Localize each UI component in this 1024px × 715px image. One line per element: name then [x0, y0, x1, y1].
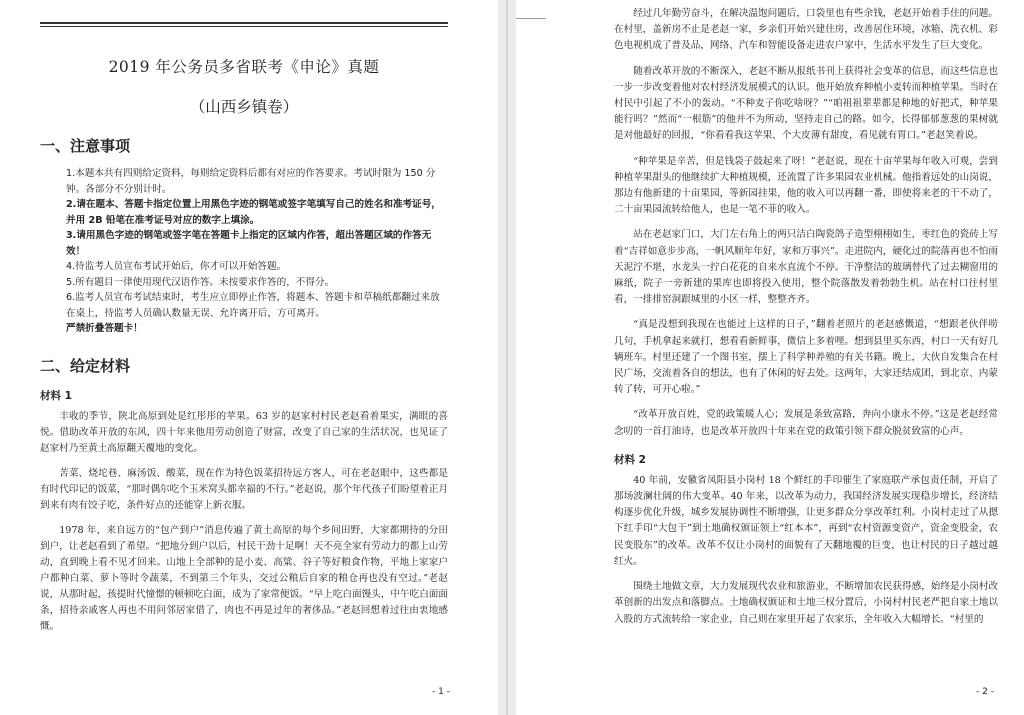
paragraph: “种苹果是辛苦，但是钱袋子鼓起来了呀！”老赵说，现在十亩苹果每年收入可观，尝到种植苹果甜头的他继续扩大种植规模，还流置了许多果园农业机械。他指着远处的山岗说，那边有他新建的十亩果园，等新园挂果，他的收入可以再翻一番，即使将来老的干不动了，二十亩果园流转给他人，也是一笔不菲的收入。 [614, 155, 998, 216]
notice-item: 6.监考人员宣布考试结束时，考生应立即停止作答，将题本、答题卡和草稿纸都翻过来放在桌上，待监考人员确认数量无误、允许离开后，方可离开。 [66, 292, 440, 319]
notice-item: 3.请用黑色字迹的钢笔或签字笔在答题卡上指定的区域内作答，超出答题区域的作答无效！ [66, 230, 432, 257]
material-2-heading: 材料 2 [614, 453, 646, 466]
material-1-heading: 材料 1 [40, 389, 72, 402]
notice-item: 严禁折叠答题卡！ [66, 323, 143, 334]
notice-list [40, 166, 448, 337]
notice-item: 5.所有题目一律使用现代汉语作答。未按要求作答的，不得分。 [66, 276, 335, 288]
paragraph: 随着改革开放的不断深入，老赵不断从报纸书刊上获得社会变革的信息，而这些信息也一步一步改变着他对农村经济发展模式的认识。他开始放弃种植小麦转而种植苹果。当时在村民中引起了不小的轰动。“不种麦子你吃啥呀？”“咱祖祖辈辈都是种地的好把式，种苹果能行吗？”然而“一根筋”的他并不为所动，坚持走自己的路。如今，长得郁郁葱葱的果树就是对他最好的回报，“你看看我这苹果，个大皮薄有甜度，看见就有胃口。”老赵笑着说。 [614, 65, 998, 142]
paragraph: 围绕土地做文章，大力发展现代农业和旅游业，不断增加农民获得感，始终是小岗村改革创新的出发点和落脚点。土地确权颁证和土地三权分置后，小岗村村民老严把自家土地以入股的方式流转给一家企业，自己则在家里开起了农家乐，全年收入大幅增长。“村里的 [614, 581, 998, 625]
paragraph: 苦菜、烧坨巷、麻汤饭、酸菜，现在作为特色饭菜招待远方客人，可在老赵眼中，这些都是有时代印记的饭菜，“那时偶尔吃个玉米窝头都幸福的不行。”老赵说，那个年代孩子们盼望着正月到来有肉有饺子吃，条件好点的还能穿上新衣服。 [40, 467, 448, 511]
top-rule [516, 18, 546, 19]
paragraph: 经过几年勤劳奋斗，在解决温饱问题后，口袋里也有些余钱，老赵开始着手住的问题。在村里，盖新房不止是老赵一家，乡亲们开始兴建住房，改善居住环境，冰箱、洗衣机、彩色电视机成了普及品，网络、汽车和智能设备走进农户家中，生活水平发生了巨大变化。 [614, 8, 998, 52]
page-1 [0, 0, 498, 715]
paragraph: “改革开放百姓，党的政策暖人心；发展是条致富路，奔向小康永不停。”这是老赵经常念叨的一首打油诗，也是改革开放四十年来在党的政策引领下群众脱贫致富的心声。 [614, 409, 998, 437]
paragraph: “真是没想到我现在也能过上这样的日子，”翻着老照片的老赵感慨道，“想跟老伙伴唠几句，手机拿起来就打，想看看新鲜事，微信上多着哩。想到县里买东西，村口一天有好几辆班车。村里还建了一个图书室，摆上了科学种养殖的有关书籍。晚上，大伙自发集合在村民广场，交流着各自的想法，也有了休闲的好去处。这两年，大家还结成团，到北京、内蒙转了转，可开心啦。” [614, 319, 998, 396]
paragraph: 站在老赵家门口，大门左右角上的两只洁白陶瓷鸽子造型栩栩如生，枣红色的瓷砖上写着“吉祥如意步步高，一帆风顺年年好，家和万事兴”。走进院内，硬化过的院落再也不怕雨天泥泞不堪，水龙头一拧白花花的自来水直流个不停。干净整洁的玻璃替代了过去糊窗用的麻纸，院子一旁新建的果库也即将投入使用，整个院落散发着勃勃生机。站在村口往村里看，一排排窑洞跟城里的小区一样，整整齐齐。 [614, 229, 998, 306]
section-notice-heading: 一、注意事项 [40, 137, 131, 155]
paragraph: 丰收的季节，陕北高原到处是红彤彤的苹果。63 岁的赵家村村民老赵看着果实，满眼的喜悦。借助改革开放的东风，四十年来他用劳动创造了财富，改变了自己家的生活状况，也见证了赵家村乃至黄土高原翻天覆地的变化。 [40, 410, 448, 454]
page-number: - 1 - [432, 687, 450, 697]
page-gutter [498, 0, 516, 715]
top-rule [40, 22, 448, 27]
exam-title: 2019 年公务员多省联考《申论》真题 [108, 58, 380, 76]
notice-item: 4.待监考人员宣布考试开始后，你才可以开始答题。 [66, 261, 287, 272]
paragraph: 1978 年，来自远方的“包产到户”消息传遍了黄土高原的每个乡间田野，大家都期待的分田到户，让老赵看到了希望。“把地分到户以后，村民干劲十足啊！天不亮全家有劳动力的都上山劳动，直到晚上看不见才回来。山地上全部种的是小麦、高粱、谷子等好粮食作物，平地上家家户户都种白菜、萝卜等时令蔬菜，不到第三个年头，交过公粮后自家的粮仓再也没有空过。”老赵说，从那时起，孩提时代憧憬的顿顿吃白面，成为了家常便饭。“早上吃白面馒头，中午吃白面面条，招待亲戚客人再也不用问邻居家借了，肉也不再是过年的奢侈品。”老赵回想着过往由衷地感慨。 [40, 524, 448, 632]
section-material-heading: 二、给定材料 [40, 356, 131, 375]
page-2 [516, 0, 1024, 715]
paragraph: 40 年前，安徽省凤阳县小岗村 18 个鲜红的手印催生了家庭联产承包责任制，开启了那场波澜壮阔的伟大变革。40 年来，以改革为动力，我国经济发展实现稳步增长，经济结构逐步优化升级，城乡发展协调性不断增强，让更多群众分享改革红利。小岗村走过了从摁下红手印“大包干”到土地确权颁证领上“红本本”，再到“农村资源变资产，资金变股金，农民变股东”的改革。改革不仅让小岗村的面貌有了天翻地覆的巨变，也让村民的日子越过越红火。 [614, 474, 998, 567]
exam-subtitle: （山西乡镇卷） [189, 98, 299, 116]
page-number: - 2 - [976, 687, 994, 697]
notice-item: 2.请在题本、答题卡指定位置上用黑色字迹的钢笔或签字笔填写自己的姓名和准考证号，并用 2B 铅笔在准考证号对应的数字上填涂。 [66, 199, 441, 226]
notice-item: 1.本题本共有四则给定资料，每则给定资料后都有对应的作答要求。考试时限为 150 分钟。各部分不分别计时。 [66, 168, 436, 195]
